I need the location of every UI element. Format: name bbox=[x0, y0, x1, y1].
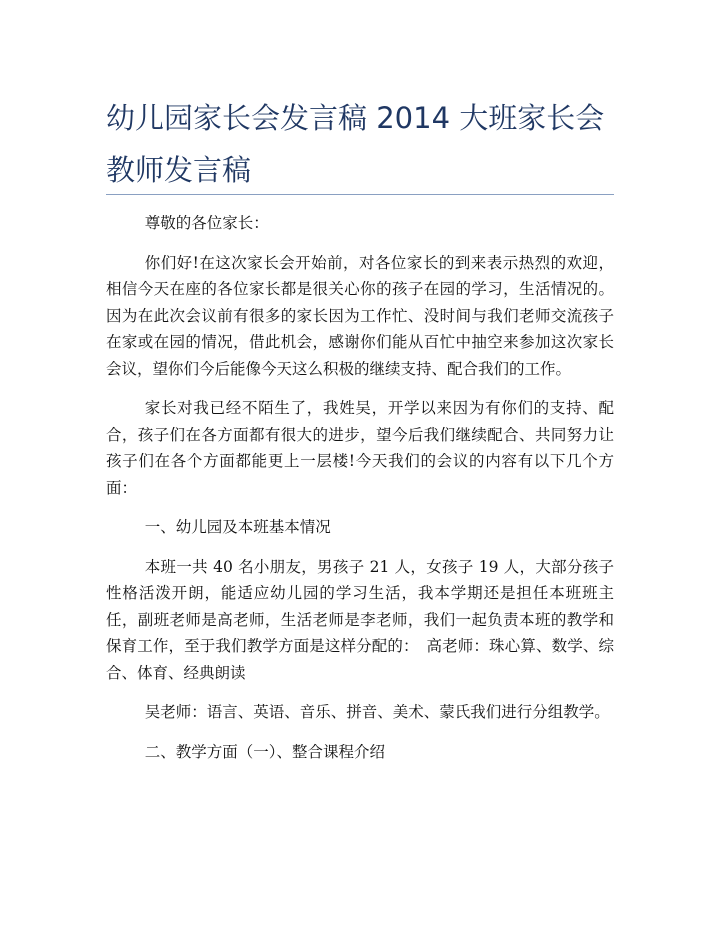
teacher-assignment-paragraph: 吴老师：语言、英语、音乐、拼音、美术、蒙氏我们进行分组教学。 bbox=[144, 703, 610, 721]
class-info-paragraph: 本班一共 40 名小朋友，男孩子 21 人，女孩子 19 人，大部分孩子性格活泼开朗，能适应幼儿园的学习生活，我本学期还是担任本班班主任，副班老师是高老师，生活老师是李老师，我们一起负责本班的教学和保育工作，至于我们教学方面是这样分配的： 高老师：珠心算、数学、综合、体育、经典朗读 bbox=[106, 557, 614, 682]
salutation-paragraph: 尊敬的各位家长： bbox=[144, 214, 269, 232]
section-heading-1: 一、幼儿园及本班基本情况 bbox=[144, 518, 331, 536]
title-divider bbox=[106, 194, 614, 195]
document-title: 幼儿园家长会发言稿 2014 大班家长会教师发言稿 bbox=[106, 101, 605, 187]
section-heading-2: 二、教学方面（一）、整合课程介绍 bbox=[144, 742, 386, 761]
document-body bbox=[106, 210, 614, 778]
introduction-paragraph: 家长对我已经不陌生了，我姓吴，开学以来因为有你们的支持、配合，孩子们在各方面都有很大的进步，望今后我们继续配合、共同努力让孩子们在各个方面都能更上一层楼!今天我们的会议的内容有以下几个方面： bbox=[106, 399, 614, 497]
greeting-paragraph: 你们好!在这次家长会开始前，对各位家长的到来表示热烈的欢迎，相信今天在座的各位家长都是很关心你的孩子在园的学习，生活情况的。因为在此次会议前有很多的家长因为工作忙、没时间与我们老师交流孩子在家或在园的情况，借此机会，感谢你们能从百忙中抽空来参加这次家长会议，望你们今后能像今天这么积极的继续支持、配合我们的工作。 bbox=[106, 253, 614, 378]
